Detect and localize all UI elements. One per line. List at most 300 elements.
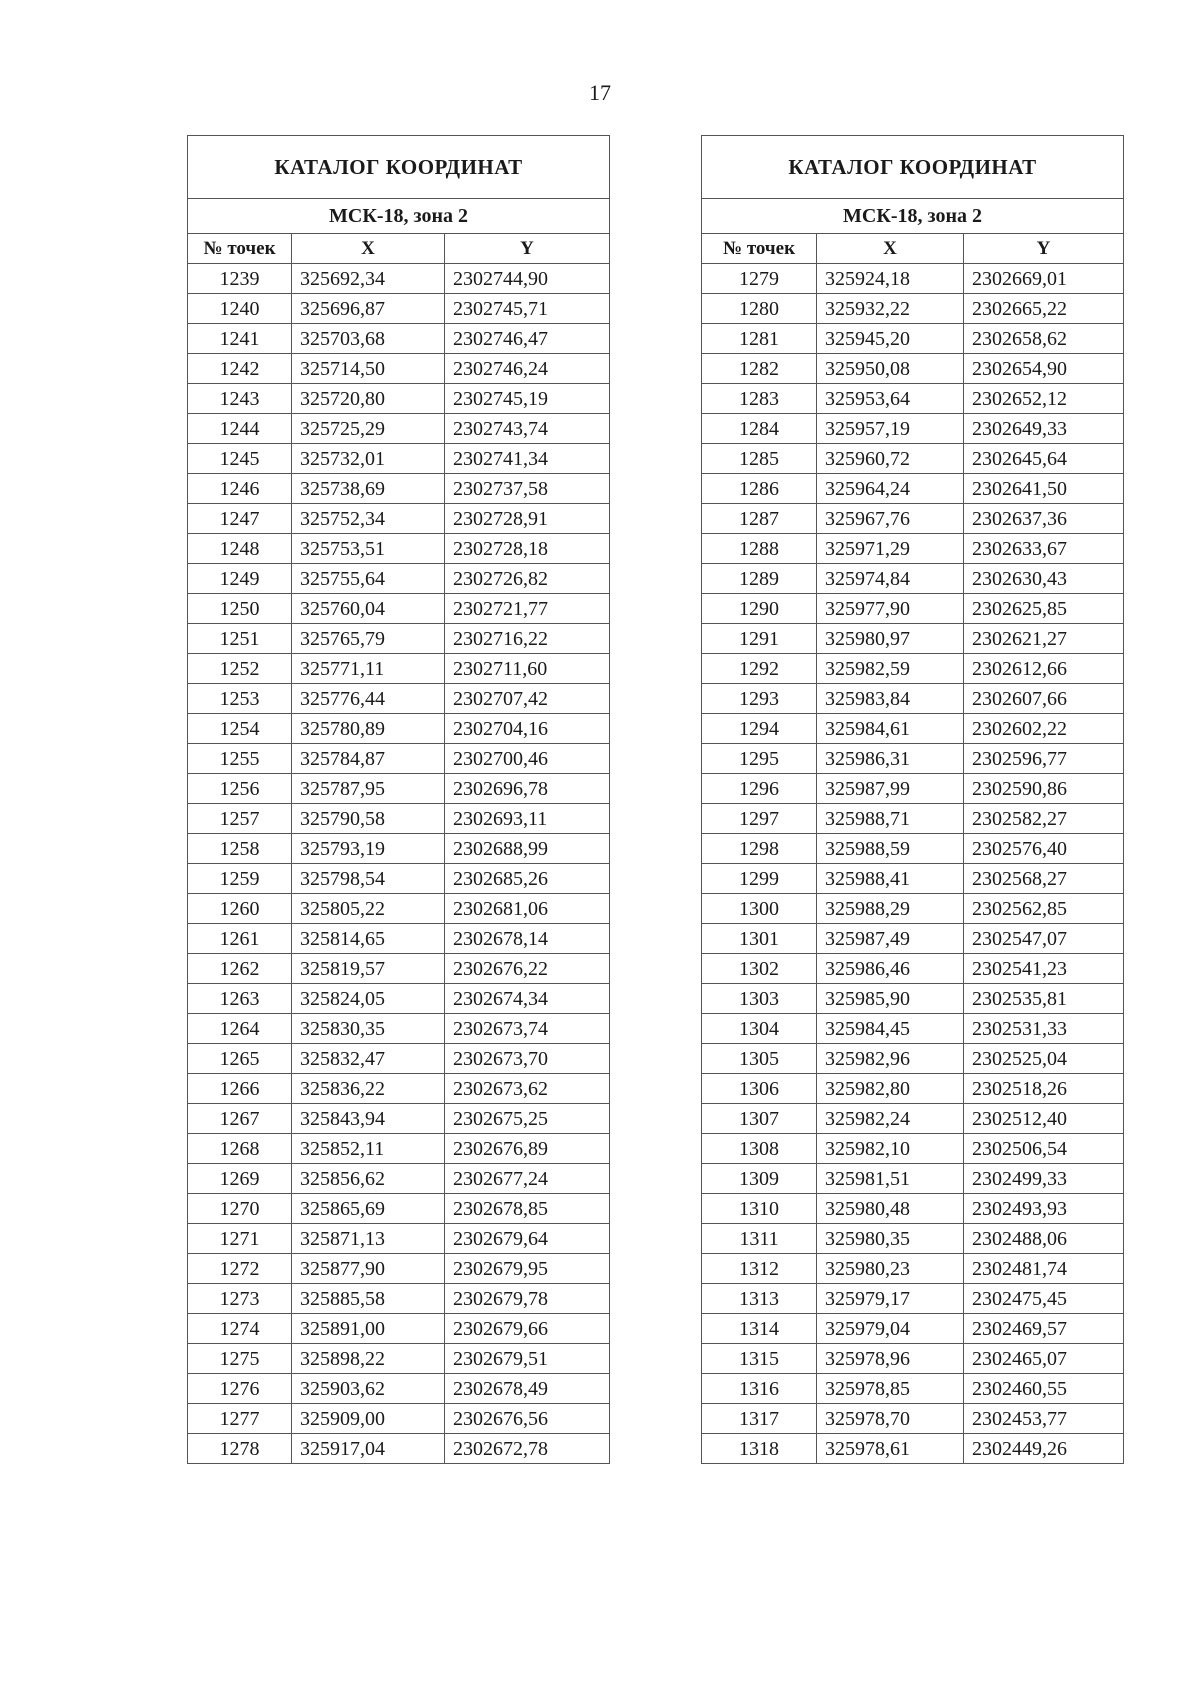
y-coordinate-cell: 2302645,64 [964, 444, 1124, 474]
point-number-cell: 1282 [702, 354, 817, 384]
point-number-cell: 1317 [702, 1404, 817, 1434]
table-row [188, 1194, 610, 1224]
y-coordinate-cell: 2302737,58 [445, 474, 610, 504]
y-coordinate-cell: 2302469,57 [964, 1314, 1124, 1344]
point-number-cell: 1243 [188, 384, 292, 414]
x-coordinate-cell: 325986,46 [817, 954, 964, 984]
table-row [702, 444, 1124, 474]
point-number-cell: 1263 [188, 984, 292, 1014]
y-coordinate-cell: 2302743,74 [445, 414, 610, 444]
x-coordinate-cell: 325787,95 [292, 774, 445, 804]
x-coordinate-cell: 325738,69 [292, 474, 445, 504]
y-coordinate-cell: 2302716,22 [445, 624, 610, 654]
x-coordinate-cell: 325988,71 [817, 804, 964, 834]
y-coordinate-cell: 2302654,90 [964, 354, 1124, 384]
x-coordinate-cell: 325692,34 [292, 264, 445, 294]
table-row [188, 1104, 610, 1134]
point-number-cell: 1250 [188, 594, 292, 624]
point-number-cell: 1240 [188, 294, 292, 324]
x-coordinate-cell: 325953,64 [817, 384, 964, 414]
y-coordinate-cell: 2302746,47 [445, 324, 610, 354]
table-row [188, 534, 610, 564]
y-coordinate-cell: 2302745,71 [445, 294, 610, 324]
table-row [702, 1194, 1124, 1224]
y-coordinate-cell: 2302681,06 [445, 894, 610, 924]
table-row [702, 684, 1124, 714]
table-row [702, 474, 1124, 504]
table-row [188, 504, 610, 534]
table-row [188, 444, 610, 474]
y-coordinate-cell: 2302665,22 [964, 294, 1124, 324]
point-number-cell: 1315 [702, 1344, 817, 1374]
table-row [702, 414, 1124, 444]
x-coordinate-cell: 325980,97 [817, 624, 964, 654]
x-coordinate-cell: 325978,70 [817, 1404, 964, 1434]
x-coordinate-cell: 325725,29 [292, 414, 445, 444]
table-row [188, 1074, 610, 1104]
point-number-cell: 1269 [188, 1164, 292, 1194]
table-row [188, 384, 610, 414]
x-coordinate-cell: 325752,34 [292, 504, 445, 534]
table-row [188, 294, 610, 324]
point-number-cell: 1272 [188, 1254, 292, 1284]
table-row [188, 1224, 610, 1254]
point-number-cell: 1309 [702, 1164, 817, 1194]
point-number-cell: 1277 [188, 1404, 292, 1434]
x-coordinate-cell: 325984,45 [817, 1014, 964, 1044]
y-coordinate-cell: 2302460,55 [964, 1374, 1124, 1404]
table-row [702, 1374, 1124, 1404]
y-coordinate-cell: 2302488,06 [964, 1224, 1124, 1254]
point-number-cell: 1253 [188, 684, 292, 714]
table-title: КАТАЛОГ КООРДИНАТ [702, 136, 1124, 199]
x-coordinate-cell: 325977,90 [817, 594, 964, 624]
point-number-cell: 1271 [188, 1224, 292, 1254]
y-coordinate-cell: 2302633,67 [964, 534, 1124, 564]
table-row [702, 1344, 1124, 1374]
point-number-cell: 1268 [188, 1134, 292, 1164]
y-coordinate-cell: 2302678,49 [445, 1374, 610, 1404]
point-number-cell: 1304 [702, 1014, 817, 1044]
x-coordinate-cell: 325981,51 [817, 1164, 964, 1194]
x-coordinate-cell: 325852,11 [292, 1134, 445, 1164]
table-row [188, 1134, 610, 1164]
y-coordinate-cell: 2302676,22 [445, 954, 610, 984]
point-number-cell: 1257 [188, 804, 292, 834]
y-coordinate-cell: 2302630,43 [964, 564, 1124, 594]
point-number-cell: 1311 [702, 1224, 817, 1254]
table-row [702, 654, 1124, 684]
x-coordinate-cell: 325932,22 [817, 294, 964, 324]
table-row [188, 324, 610, 354]
x-coordinate-cell: 325974,84 [817, 564, 964, 594]
y-coordinate-cell: 2302672,78 [445, 1434, 610, 1464]
x-coordinate-cell: 325819,57 [292, 954, 445, 984]
x-coordinate-cell: 325776,44 [292, 684, 445, 714]
x-coordinate-cell: 325805,22 [292, 894, 445, 924]
table-row [702, 1254, 1124, 1284]
y-coordinate-cell: 2302711,60 [445, 654, 610, 684]
y-coordinate-cell: 2302518,26 [964, 1074, 1124, 1104]
x-coordinate-cell: 325832,47 [292, 1044, 445, 1074]
x-coordinate-cell: 325696,87 [292, 294, 445, 324]
y-coordinate-cell: 2302679,51 [445, 1344, 610, 1374]
x-coordinate-cell: 325871,13 [292, 1224, 445, 1254]
table-body [188, 264, 610, 1464]
x-coordinate-cell: 325793,19 [292, 834, 445, 864]
point-number-cell: 1307 [702, 1104, 817, 1134]
column-header-x: X [817, 234, 964, 264]
point-number-cell: 1303 [702, 984, 817, 1014]
y-coordinate-cell: 2302649,33 [964, 414, 1124, 444]
point-number-cell: 1262 [188, 954, 292, 984]
y-coordinate-cell: 2302679,64 [445, 1224, 610, 1254]
table-row [188, 1344, 610, 1374]
y-coordinate-cell: 2302726,82 [445, 564, 610, 594]
y-coordinate-cell: 2302721,77 [445, 594, 610, 624]
y-coordinate-cell: 2302674,34 [445, 984, 610, 1014]
point-number-cell: 1313 [702, 1284, 817, 1314]
point-number-cell: 1248 [188, 534, 292, 564]
y-coordinate-cell: 2302465,07 [964, 1344, 1124, 1374]
table-row [188, 864, 610, 894]
y-coordinate-cell: 2302700,46 [445, 744, 610, 774]
x-coordinate-cell: 325957,19 [817, 414, 964, 444]
table-row [702, 774, 1124, 804]
y-coordinate-cell: 2302745,19 [445, 384, 610, 414]
x-coordinate-cell: 325971,29 [817, 534, 964, 564]
point-number-cell: 1314 [702, 1314, 817, 1344]
x-coordinate-cell: 325843,94 [292, 1104, 445, 1134]
point-number-cell: 1276 [188, 1374, 292, 1404]
table-row [188, 1434, 610, 1464]
table-row [702, 594, 1124, 624]
x-coordinate-cell: 325714,50 [292, 354, 445, 384]
y-coordinate-cell: 2302685,26 [445, 864, 610, 894]
y-coordinate-cell: 2302678,85 [445, 1194, 610, 1224]
x-coordinate-cell: 325988,29 [817, 894, 964, 924]
table-row [188, 714, 610, 744]
x-coordinate-cell: 325720,80 [292, 384, 445, 414]
table-row [188, 1164, 610, 1194]
x-coordinate-cell: 325988,59 [817, 834, 964, 864]
x-coordinate-cell: 325824,05 [292, 984, 445, 1014]
y-coordinate-cell: 2302641,50 [964, 474, 1124, 504]
y-coordinate-cell: 2302499,33 [964, 1164, 1124, 1194]
y-coordinate-cell: 2302621,27 [964, 624, 1124, 654]
y-coordinate-cell: 2302693,11 [445, 804, 610, 834]
point-number-cell: 1251 [188, 624, 292, 654]
point-number-cell: 1308 [702, 1134, 817, 1164]
point-number-cell: 1252 [188, 654, 292, 684]
y-coordinate-cell: 2302568,27 [964, 864, 1124, 894]
x-coordinate-cell: 325967,76 [817, 504, 964, 534]
point-number-cell: 1255 [188, 744, 292, 774]
point-number-cell: 1245 [188, 444, 292, 474]
point-number-cell: 1305 [702, 1044, 817, 1074]
x-coordinate-cell: 325982,96 [817, 1044, 964, 1074]
point-number-cell: 1283 [702, 384, 817, 414]
y-coordinate-cell: 2302669,01 [964, 264, 1124, 294]
table-row [702, 744, 1124, 774]
table-row [702, 714, 1124, 744]
y-coordinate-cell: 2302679,95 [445, 1254, 610, 1284]
column-header-point-number: № точек [702, 234, 817, 264]
table-row [702, 354, 1124, 384]
table-row [188, 804, 610, 834]
table-row [188, 414, 610, 444]
y-coordinate-cell: 2302596,77 [964, 744, 1124, 774]
table-row [702, 1284, 1124, 1314]
point-number-cell: 1266 [188, 1074, 292, 1104]
point-number-cell: 1318 [702, 1434, 817, 1464]
x-coordinate-cell: 325917,04 [292, 1434, 445, 1464]
point-number-cell: 1265 [188, 1044, 292, 1074]
point-number-cell: 1278 [188, 1434, 292, 1464]
x-coordinate-cell: 325898,22 [292, 1344, 445, 1374]
y-coordinate-cell: 2302637,36 [964, 504, 1124, 534]
point-number-cell: 1261 [188, 924, 292, 954]
y-coordinate-cell: 2302728,18 [445, 534, 610, 564]
x-coordinate-cell: 325982,59 [817, 654, 964, 684]
x-coordinate-cell: 325964,24 [817, 474, 964, 504]
y-coordinate-cell: 2302525,04 [964, 1044, 1124, 1074]
y-coordinate-cell: 2302590,86 [964, 774, 1124, 804]
x-coordinate-cell: 325979,17 [817, 1284, 964, 1314]
y-coordinate-cell: 2302688,99 [445, 834, 610, 864]
x-coordinate-cell: 325979,04 [817, 1314, 964, 1344]
x-coordinate-cell: 325903,62 [292, 1374, 445, 1404]
point-number-cell: 1289 [702, 564, 817, 594]
y-coordinate-cell: 2302676,89 [445, 1134, 610, 1164]
point-number-cell: 1290 [702, 594, 817, 624]
x-coordinate-cell: 325987,49 [817, 924, 964, 954]
x-coordinate-cell: 325790,58 [292, 804, 445, 834]
y-coordinate-cell: 2302625,85 [964, 594, 1124, 624]
x-coordinate-cell: 325982,10 [817, 1134, 964, 1164]
table-row [702, 894, 1124, 924]
column-header-point-number: № точек [188, 234, 292, 264]
x-coordinate-cell: 325978,85 [817, 1374, 964, 1404]
table-row [702, 564, 1124, 594]
y-coordinate-cell: 2302612,66 [964, 654, 1124, 684]
x-coordinate-cell: 325765,79 [292, 624, 445, 654]
y-coordinate-cell: 2302679,78 [445, 1284, 610, 1314]
table-row [702, 804, 1124, 834]
y-coordinate-cell: 2302677,24 [445, 1164, 610, 1194]
x-coordinate-cell: 325891,00 [292, 1314, 445, 1344]
point-number-cell: 1291 [702, 624, 817, 654]
x-coordinate-cell: 325987,99 [817, 774, 964, 804]
point-number-cell: 1293 [702, 684, 817, 714]
y-coordinate-cell: 2302696,78 [445, 774, 610, 804]
x-coordinate-cell: 325780,89 [292, 714, 445, 744]
page-number: 17 [589, 80, 611, 105]
y-coordinate-cell: 2302673,62 [445, 1074, 610, 1104]
point-number-cell: 1302 [702, 954, 817, 984]
table-row [188, 894, 610, 924]
table-row [702, 1164, 1124, 1194]
table-row [702, 984, 1124, 1014]
point-number-cell: 1287 [702, 504, 817, 534]
point-number-cell: 1270 [188, 1194, 292, 1224]
table-row [188, 1284, 610, 1314]
table-row [188, 474, 610, 504]
x-coordinate-cell: 325986,31 [817, 744, 964, 774]
column-header-x: X [292, 234, 445, 264]
y-coordinate-cell: 2302678,14 [445, 924, 610, 954]
table-row [702, 324, 1124, 354]
y-coordinate-cell: 2302582,27 [964, 804, 1124, 834]
table-row [188, 1404, 610, 1434]
y-coordinate-cell: 2302531,33 [964, 1014, 1124, 1044]
y-coordinate-cell: 2302481,74 [964, 1254, 1124, 1284]
table-row [702, 834, 1124, 864]
x-coordinate-cell: 325784,87 [292, 744, 445, 774]
point-number-cell: 1280 [702, 294, 817, 324]
y-coordinate-cell: 2302652,12 [964, 384, 1124, 414]
point-number-cell: 1297 [702, 804, 817, 834]
table-row [702, 1104, 1124, 1134]
y-coordinate-cell: 2302475,45 [964, 1284, 1124, 1314]
table-row [702, 624, 1124, 654]
x-coordinate-cell: 325924,18 [817, 264, 964, 294]
point-number-cell: 1249 [188, 564, 292, 594]
x-coordinate-cell: 325982,24 [817, 1104, 964, 1134]
y-coordinate-cell: 2302746,24 [445, 354, 610, 384]
x-coordinate-cell: 325877,90 [292, 1254, 445, 1284]
x-coordinate-cell: 325950,08 [817, 354, 964, 384]
table-row [188, 954, 610, 984]
x-coordinate-cell: 325836,22 [292, 1074, 445, 1104]
table-row [188, 594, 610, 624]
table-row [188, 1014, 610, 1044]
point-number-cell: 1254 [188, 714, 292, 744]
point-number-cell: 1273 [188, 1284, 292, 1314]
point-number-cell: 1294 [702, 714, 817, 744]
point-number-cell: 1259 [188, 864, 292, 894]
y-coordinate-cell: 2302506,54 [964, 1134, 1124, 1164]
x-coordinate-cell: 325830,35 [292, 1014, 445, 1044]
table-row [188, 564, 610, 594]
table-row [188, 1254, 610, 1284]
y-coordinate-cell: 2302535,81 [964, 984, 1124, 1014]
point-number-cell: 1295 [702, 744, 817, 774]
x-coordinate-cell: 325980,35 [817, 1224, 964, 1254]
table-row [702, 1404, 1124, 1434]
table-row [702, 294, 1124, 324]
y-coordinate-cell: 2302449,26 [964, 1434, 1124, 1464]
x-coordinate-cell: 325980,48 [817, 1194, 964, 1224]
table-row [702, 1314, 1124, 1344]
y-coordinate-cell: 2302707,42 [445, 684, 610, 714]
table-row [188, 264, 610, 294]
x-coordinate-cell: 325985,90 [817, 984, 964, 1014]
x-coordinate-cell: 325703,68 [292, 324, 445, 354]
x-coordinate-cell: 325760,04 [292, 594, 445, 624]
table-row [188, 1044, 610, 1074]
table-row [188, 834, 610, 864]
point-number-cell: 1306 [702, 1074, 817, 1104]
y-coordinate-cell: 2302673,70 [445, 1044, 610, 1074]
y-coordinate-cell: 2302728,91 [445, 504, 610, 534]
table-row [188, 624, 610, 654]
point-number-cell: 1274 [188, 1314, 292, 1344]
table-row [702, 864, 1124, 894]
y-coordinate-cell: 2302673,74 [445, 1014, 610, 1044]
table-row [188, 1314, 610, 1344]
x-coordinate-cell: 325978,61 [817, 1434, 964, 1464]
point-number-cell: 1247 [188, 504, 292, 534]
table-row [188, 354, 610, 384]
x-coordinate-cell: 325909,00 [292, 1404, 445, 1434]
table-row [188, 774, 610, 804]
table-row [702, 954, 1124, 984]
point-number-cell: 1279 [702, 264, 817, 294]
point-number-cell: 1286 [702, 474, 817, 504]
point-number-cell: 1296 [702, 774, 817, 804]
x-coordinate-cell: 325732,01 [292, 444, 445, 474]
x-coordinate-cell: 325814,65 [292, 924, 445, 954]
y-coordinate-cell: 2302741,34 [445, 444, 610, 474]
x-coordinate-cell: 325945,20 [817, 324, 964, 354]
column-header-y: Y [445, 234, 610, 264]
coordinate-catalog-table [187, 135, 610, 1464]
table-row [188, 984, 610, 1014]
table-row [702, 264, 1124, 294]
y-coordinate-cell: 2302679,66 [445, 1314, 610, 1344]
table-row [702, 504, 1124, 534]
table-row [188, 654, 610, 684]
y-coordinate-cell: 2302602,22 [964, 714, 1124, 744]
x-coordinate-cell: 325982,80 [817, 1074, 964, 1104]
point-number-cell: 1316 [702, 1374, 817, 1404]
x-coordinate-cell: 325753,51 [292, 534, 445, 564]
x-coordinate-cell: 325755,64 [292, 564, 445, 594]
point-number-cell: 1246 [188, 474, 292, 504]
point-number-cell: 1244 [188, 414, 292, 444]
y-coordinate-cell: 2302607,66 [964, 684, 1124, 714]
point-number-cell: 1275 [188, 1344, 292, 1374]
x-coordinate-cell: 325978,96 [817, 1344, 964, 1374]
table-row [188, 924, 610, 954]
point-number-cell: 1285 [702, 444, 817, 474]
y-coordinate-cell: 2302562,85 [964, 894, 1124, 924]
table-row [702, 384, 1124, 414]
x-coordinate-cell: 325984,61 [817, 714, 964, 744]
y-coordinate-cell: 2302675,25 [445, 1104, 610, 1134]
x-coordinate-cell: 325988,41 [817, 864, 964, 894]
point-number-cell: 1264 [188, 1014, 292, 1044]
point-number-cell: 1256 [188, 774, 292, 804]
y-coordinate-cell: 2302744,90 [445, 264, 610, 294]
point-number-cell: 1299 [702, 864, 817, 894]
table-body [702, 264, 1124, 1464]
table-row [702, 924, 1124, 954]
x-coordinate-cell: 325980,23 [817, 1254, 964, 1284]
table-row [188, 744, 610, 774]
table-row [702, 1044, 1124, 1074]
x-coordinate-cell: 325983,84 [817, 684, 964, 714]
table-row [702, 1074, 1124, 1104]
point-number-cell: 1242 [188, 354, 292, 384]
point-number-cell: 1241 [188, 324, 292, 354]
x-coordinate-cell: 325856,62 [292, 1164, 445, 1194]
point-number-cell: 1281 [702, 324, 817, 354]
point-number-cell: 1239 [188, 264, 292, 294]
point-number-cell: 1292 [702, 654, 817, 684]
point-number-cell: 1288 [702, 534, 817, 564]
